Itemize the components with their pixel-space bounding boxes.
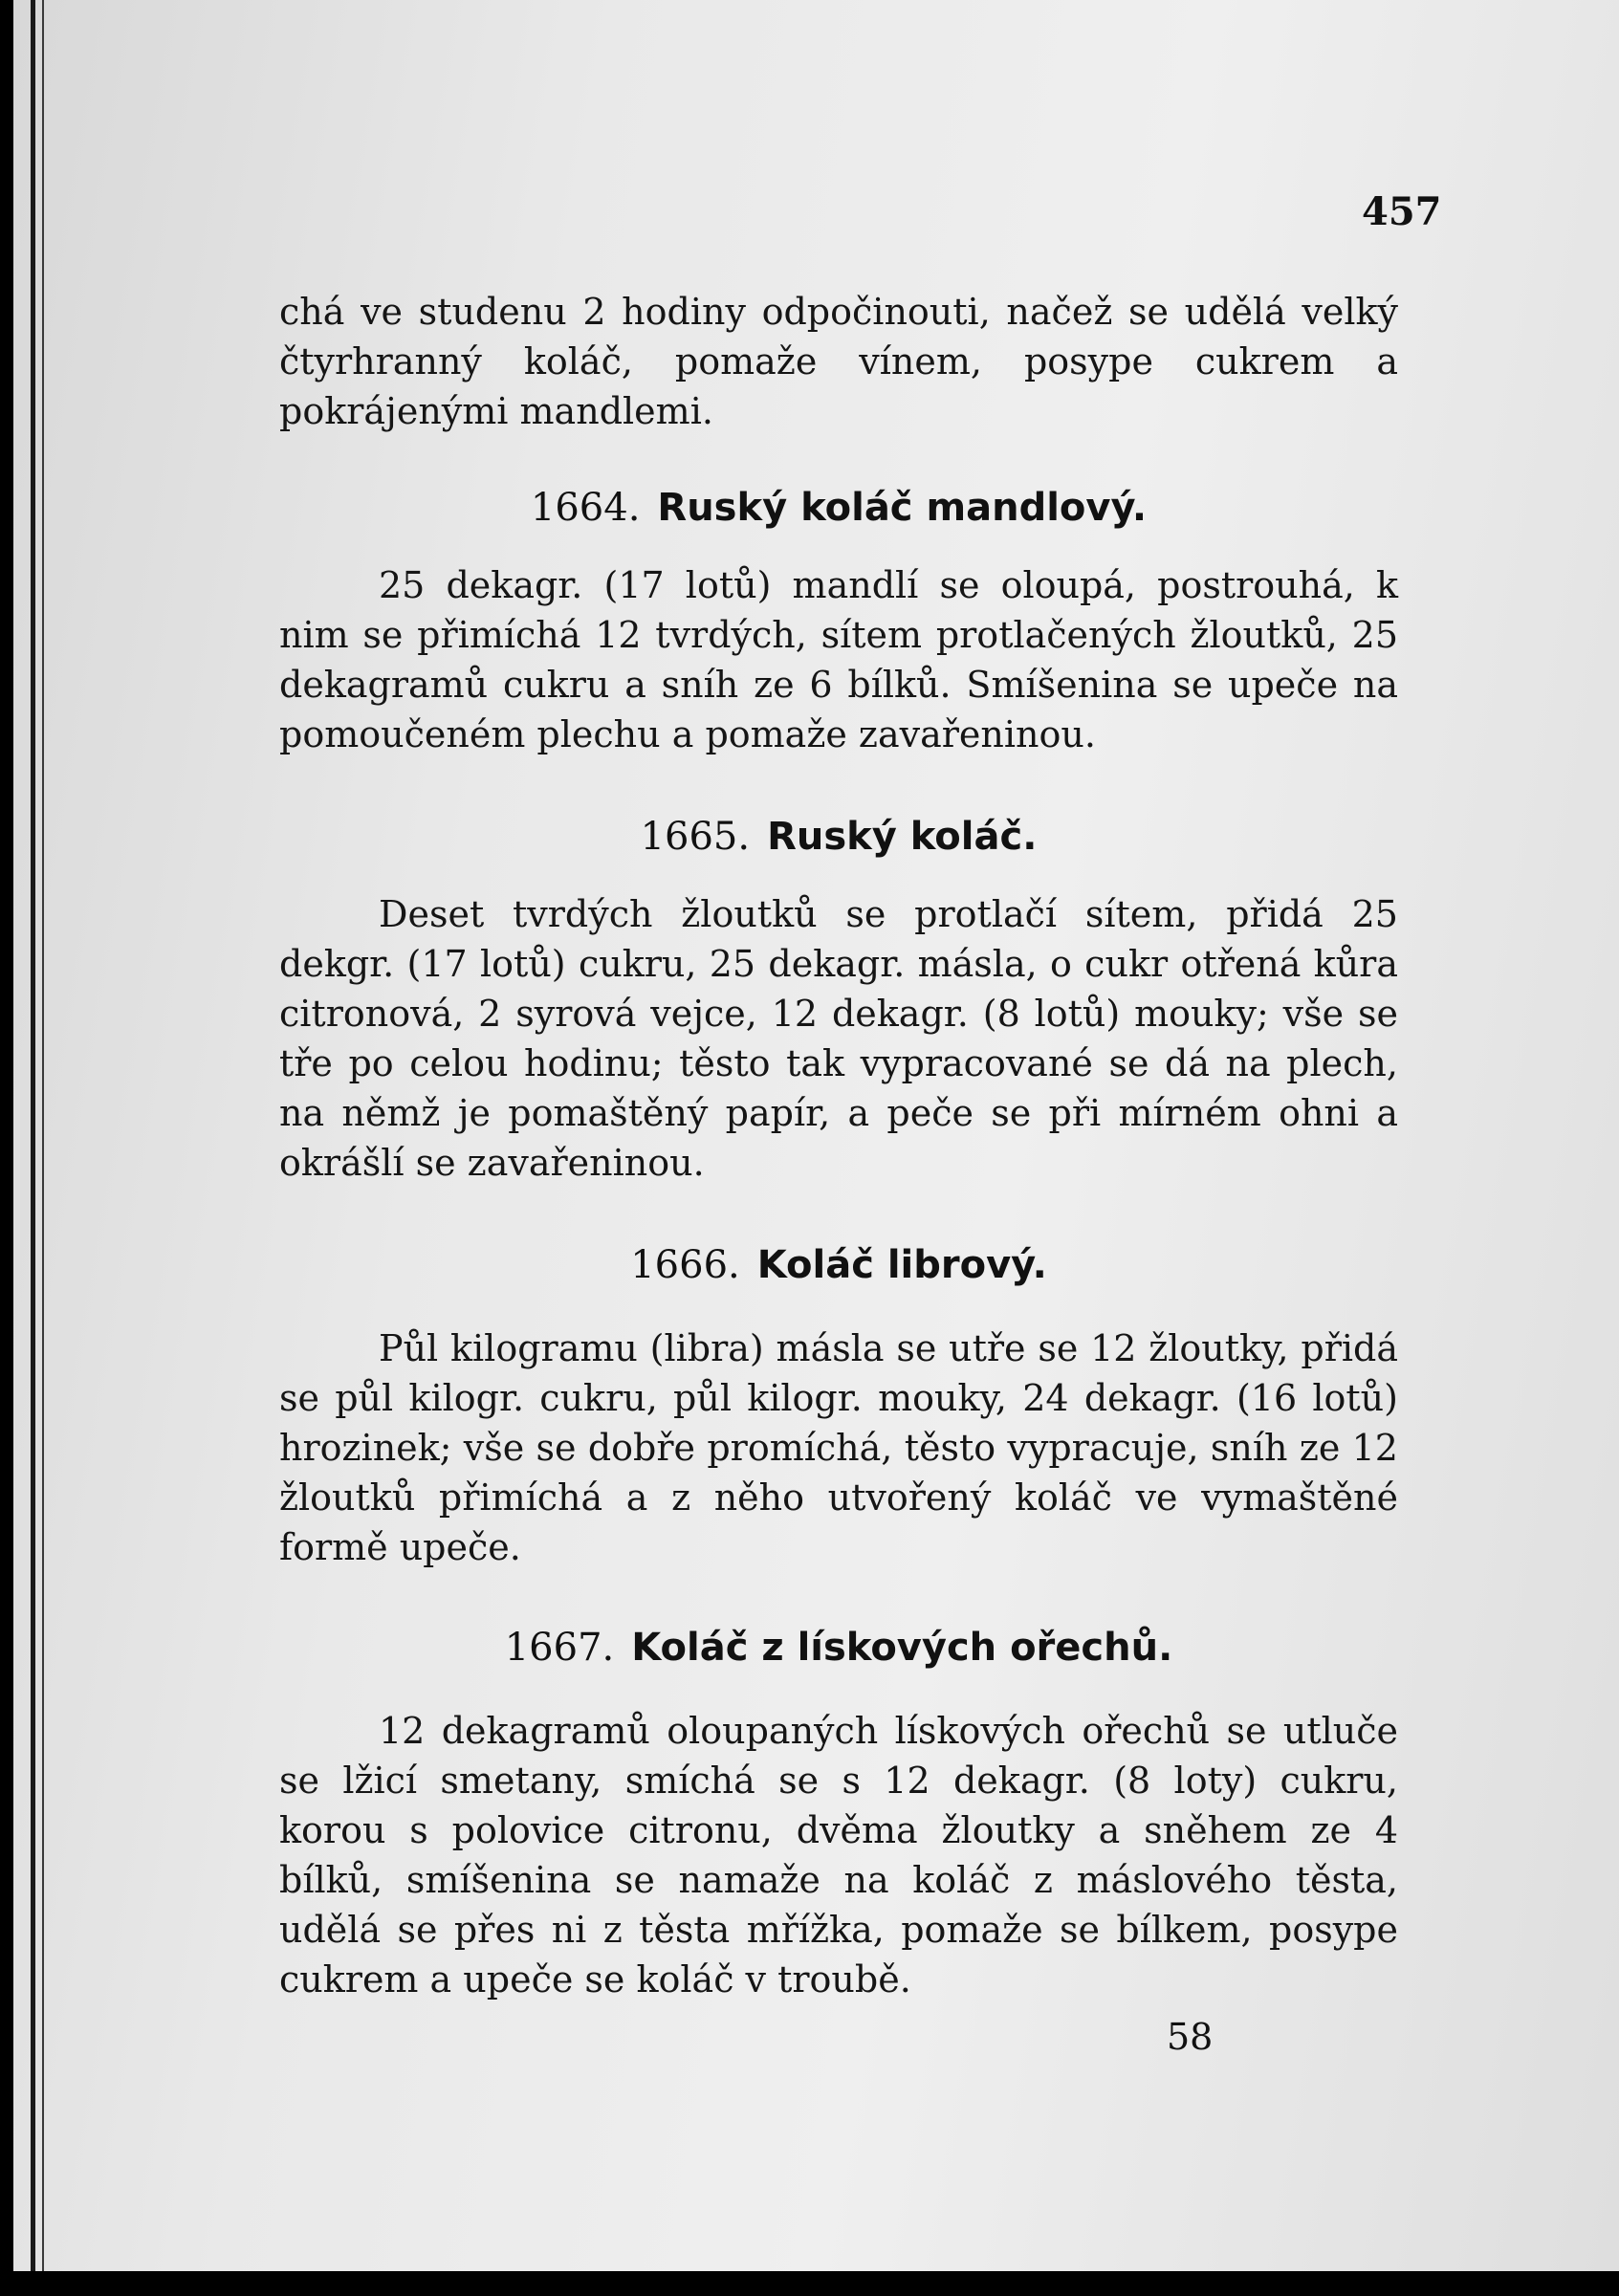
page-edge-line [31,0,35,2271]
recipe-heading-1664 [279,486,1398,530]
recipe-body-1667: 12 dekagramů oloupaných lískových ořechů se utluče se lžicí smetany, smíchá se s 12 dekagr. (8 loty) cukru, korou s polovice citronu, dvěma žloutky a sněhem ze 4 bílků, smíšenina se namaže na koláč z máslového těsta, udělá se přes ni z těsta mřížka, pomaže se bílkem, posype cukrem a upeče se koláč v troubě. [279,1710,1398,2001]
recipe-heading-1667 [279,1626,1398,1670]
recipe-title: Ruský koláč mandlový. [657,486,1148,530]
recipe-number: 1664. [530,486,641,530]
recipe-title: Koláč librový. [756,1243,1047,1287]
recipe-number: 1667. [504,1626,615,1670]
recipe-body-1664: 25 dekagr. (17 lotů) mandlí se oloupá, postrouhá, k nim se přimíchá 12 tvrdých, sítem protlačených žloutků, 25 dekagramů cukru a sníh ze 6 bílků. Smíšenina se upeče na pomoučeném plechu a pomaže zavařeninou. [279,564,1398,755]
scan-border-bottom [0,2271,1619,2296]
intro-paragraph: chá ve studenu 2 hodiny odpočinouti, načež se udělá velký čtyrhranný koláč, pomaže vínem, posype cukrem a pokrájenými mandlemi. [279,291,1398,432]
recipe-number: 1665. [640,815,751,859]
page-edge-line-thin [42,0,44,2271]
recipe-title: Ruský koláč. [767,815,1038,859]
signature-mark: 58 [1167,2016,1214,2058]
recipe-heading-1665 [279,815,1398,859]
recipe-title: Koláč z lískových ořechů. [631,1626,1173,1670]
recipe-body-1665: Deset tvrdých žloutků se protlačí sítem, přidá 25 dekgr. (17 lotů) cukru, 25 dekagr. másla, o cukr otřená kůra citronová, 2 syrová vejce, 12 dekagr. (8 lotů) mouky; vše se tře po celou hodinu; těsto tak vypracované se dá na plech, na němž je pomaštěný papír, a peče se při mírném ohni a okrášlí se zavařeninou. [279,893,1398,1184]
recipe-number: 1666. [630,1243,740,1287]
recipe-heading-1666 [279,1243,1398,1287]
recipe-body-1666: Půl kilogramu (libra) másla se utře se 12 žloutky, přidá se půl kilogr. cukru, půl kilogr. mouky, 24 dekagr. (16 lotů) hrozinek; vše se dobře promíchá, těsto vypracuje, sníh ze 12 žloutků přimíchá a z něho utvořený koláč ve vymaštěné formě upeče. [279,1327,1398,1568]
page-number: 457 [1362,189,1442,234]
book-page [13,0,1619,2271]
